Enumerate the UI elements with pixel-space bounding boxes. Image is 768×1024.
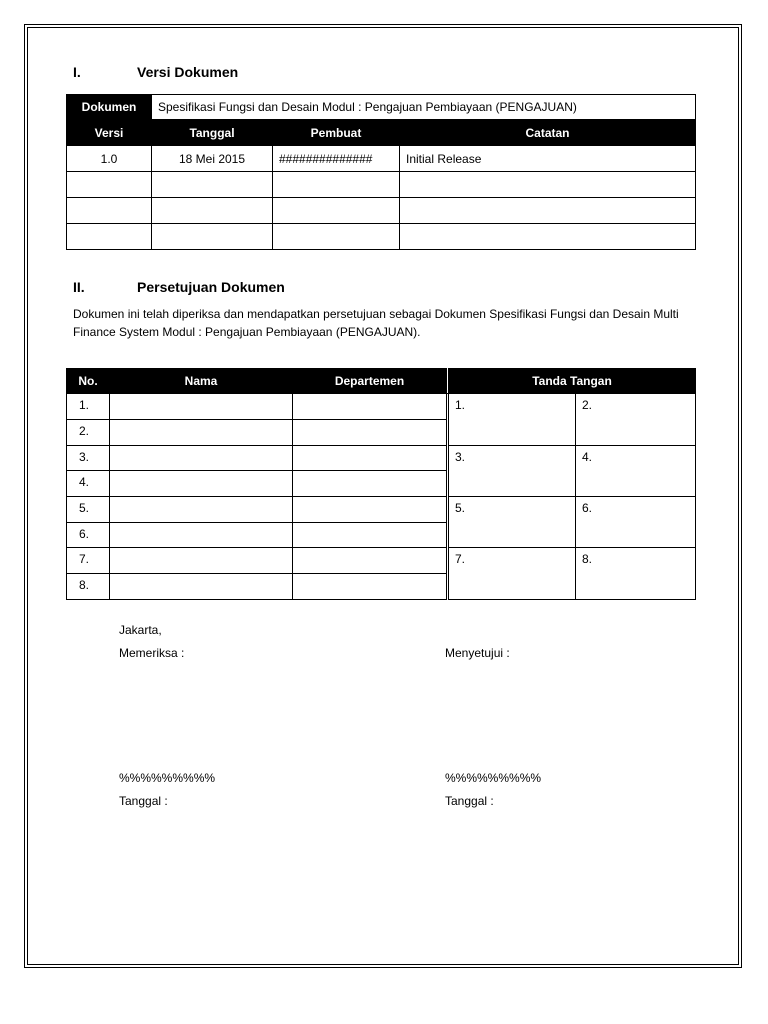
cell-pembuat [273,172,400,198]
table-row [67,548,696,574]
name-cell [110,574,293,600]
cell-versi [67,198,152,224]
cell-catatan: Initial Release [400,146,696,172]
table-row [67,146,696,172]
row-number: 5. [67,497,110,523]
name-cell [110,446,293,471]
col-no: No. [67,369,110,394]
cell-pembuat: ############## [273,146,400,172]
approval-paragraph: Dokumen ini telah diperiksa dan mendapatkan persetujuan sebagai Dokumen Spesifikasi Fungsi dan Desain Multi Finance System Modul : Pengajuan Pembiayaan (PENGAJUAN). [73,307,679,339]
row-number: 7. [67,548,110,574]
table-row [67,198,696,224]
row-number: 2. [67,420,110,446]
document-label: Dokumen [67,95,152,120]
cell-tanggal: 18 Mei 2015 [152,146,273,172]
checker-date: Tanggal : [119,794,168,808]
name-cell [110,548,293,574]
approver-name: %%%%%%%%% [445,771,542,785]
cell-pembuat [273,224,400,250]
department-cell [293,497,447,523]
department-cell [293,574,447,600]
signature-cell: 2. [576,394,696,446]
department-cell [293,523,447,548]
section-2-number: II. [73,279,85,295]
cell-tanggal [152,224,273,250]
section-1-title: Versi Dokumen [137,64,239,80]
col-pembuat: Pembuat [273,120,400,146]
row-number: 6. [67,523,110,548]
signature-cell: 4. [576,446,696,497]
department-cell [293,394,447,420]
city-label: Jakarta, [119,623,162,637]
checker-label: Memeriksa : [119,646,185,660]
name-cell [110,471,293,497]
name-cell [110,497,293,523]
name-cell [110,420,293,446]
checker-name: %%%%%%%%% [119,771,216,785]
signature-cell: 3. [449,446,576,497]
cell-versi: 1.0 [67,146,152,172]
table-row [67,172,696,198]
row-number: 1. [67,394,110,420]
section-1-number: I. [73,64,81,80]
table-row [67,446,696,471]
department-cell [293,420,447,446]
signature-cell: 7. [449,548,576,600]
cell-catatan [400,172,696,198]
col-departemen: Departemen [293,369,447,394]
approval-table [66,368,696,600]
cell-pembuat [273,198,400,224]
table-row [67,224,696,250]
col-catatan: Catatan [400,120,696,146]
cell-tanggal [152,172,273,198]
table-row [67,497,696,523]
signature-cell: 1. [449,394,576,446]
signature-cell: 8. [576,548,696,600]
col-versi: Versi [67,120,152,146]
row-number: 8. [67,574,110,600]
signature-cell: 6. [576,497,696,548]
department-cell [293,471,447,497]
department-cell [293,548,447,574]
col-tanda-tangan: Tanda Tangan [449,369,696,394]
cell-versi [67,172,152,198]
row-number: 4. [67,471,110,497]
document-title: Spesifikasi Fungsi dan Desain Modul : Pengajuan Pembiayaan (PENGAJUAN) [152,95,696,120]
section-2-title: Persetujuan Dokumen [137,279,285,295]
cell-catatan [400,198,696,224]
cell-catatan [400,224,696,250]
cell-versi [67,224,152,250]
name-cell [110,394,293,420]
department-cell [293,446,447,471]
approver-date: Tanggal : [445,794,494,808]
table-row [67,394,696,420]
col-tanggal: Tanggal [152,120,273,146]
approver-label: Menyetujui : [445,646,510,660]
col-nama: Nama [110,369,293,394]
signature-cell: 5. [449,497,576,548]
version-table [66,94,696,250]
cell-tanggal [152,198,273,224]
name-cell [110,523,293,548]
row-number: 3. [67,446,110,471]
